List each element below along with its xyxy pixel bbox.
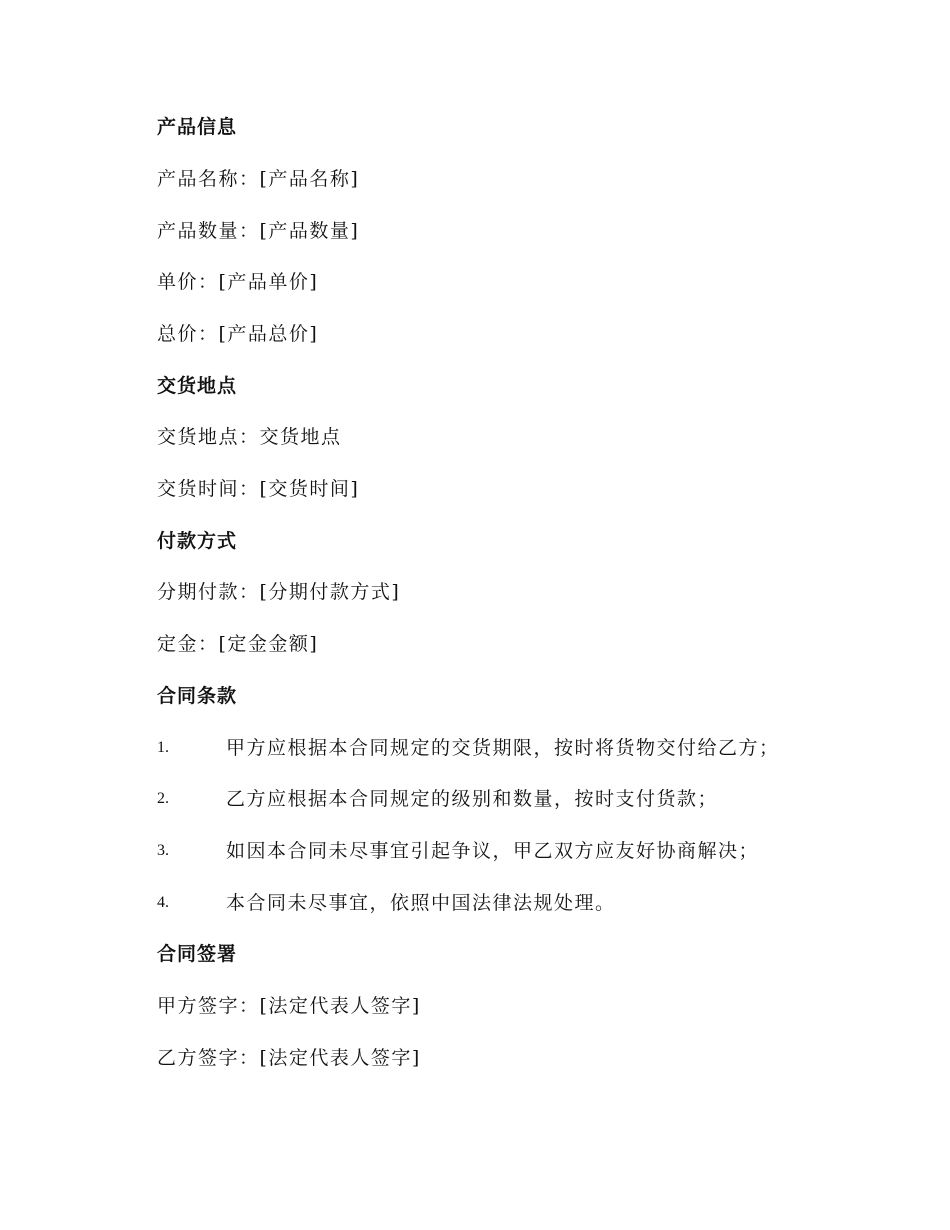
unit-price-line: 单价：[产品单价] — [157, 271, 319, 293]
product-name-line: 产品名称：[产品名称] — [157, 168, 360, 190]
section-heading-terms: 合同条款 — [157, 685, 238, 707]
deposit-line: 定金：[定金金额] — [157, 633, 319, 655]
section-heading-product: 产品信息 — [157, 116, 238, 138]
section-heading-signing: 合同签署 — [157, 943, 238, 965]
section-heading-payment: 付款方式 — [157, 530, 238, 552]
list-item-text: 本合同未尽事宜，依照中国法律法规处理。 — [226, 892, 616, 914]
list-item-text: 甲方应根据本合同规定的交货期限，按时将货物交付给乙方； — [226, 737, 780, 759]
total-price-line: 总价：[产品总价] — [157, 323, 319, 345]
installment-line: 分期付款：[分期付款方式] — [157, 581, 401, 603]
party-b-signature-line: 乙方签字：[法定代表人签字] — [157, 1047, 421, 1069]
list-item-text: 如因本合同未尽事宜引起争议，甲乙双方应友好协商解决； — [226, 840, 760, 862]
delivery-place-line: 交货地点：交货地点 — [157, 426, 342, 448]
party-a-signature-line: 甲方签字：[法定代表人签字] — [157, 995, 421, 1017]
list-item-number: 1. — [157, 739, 169, 756]
list-item-text: 乙方应根据本合同规定的级别和数量，按时支付货款； — [226, 788, 719, 810]
list-item-number: 4. — [157, 894, 169, 911]
list-item-number: 2. — [157, 790, 169, 807]
section-heading-delivery: 交货地点 — [157, 375, 238, 397]
delivery-time-line: 交货时间：[交货时间] — [157, 478, 360, 500]
list-item-number: 3. — [157, 842, 169, 859]
product-quantity-line: 产品数量：[产品数量] — [157, 220, 360, 242]
